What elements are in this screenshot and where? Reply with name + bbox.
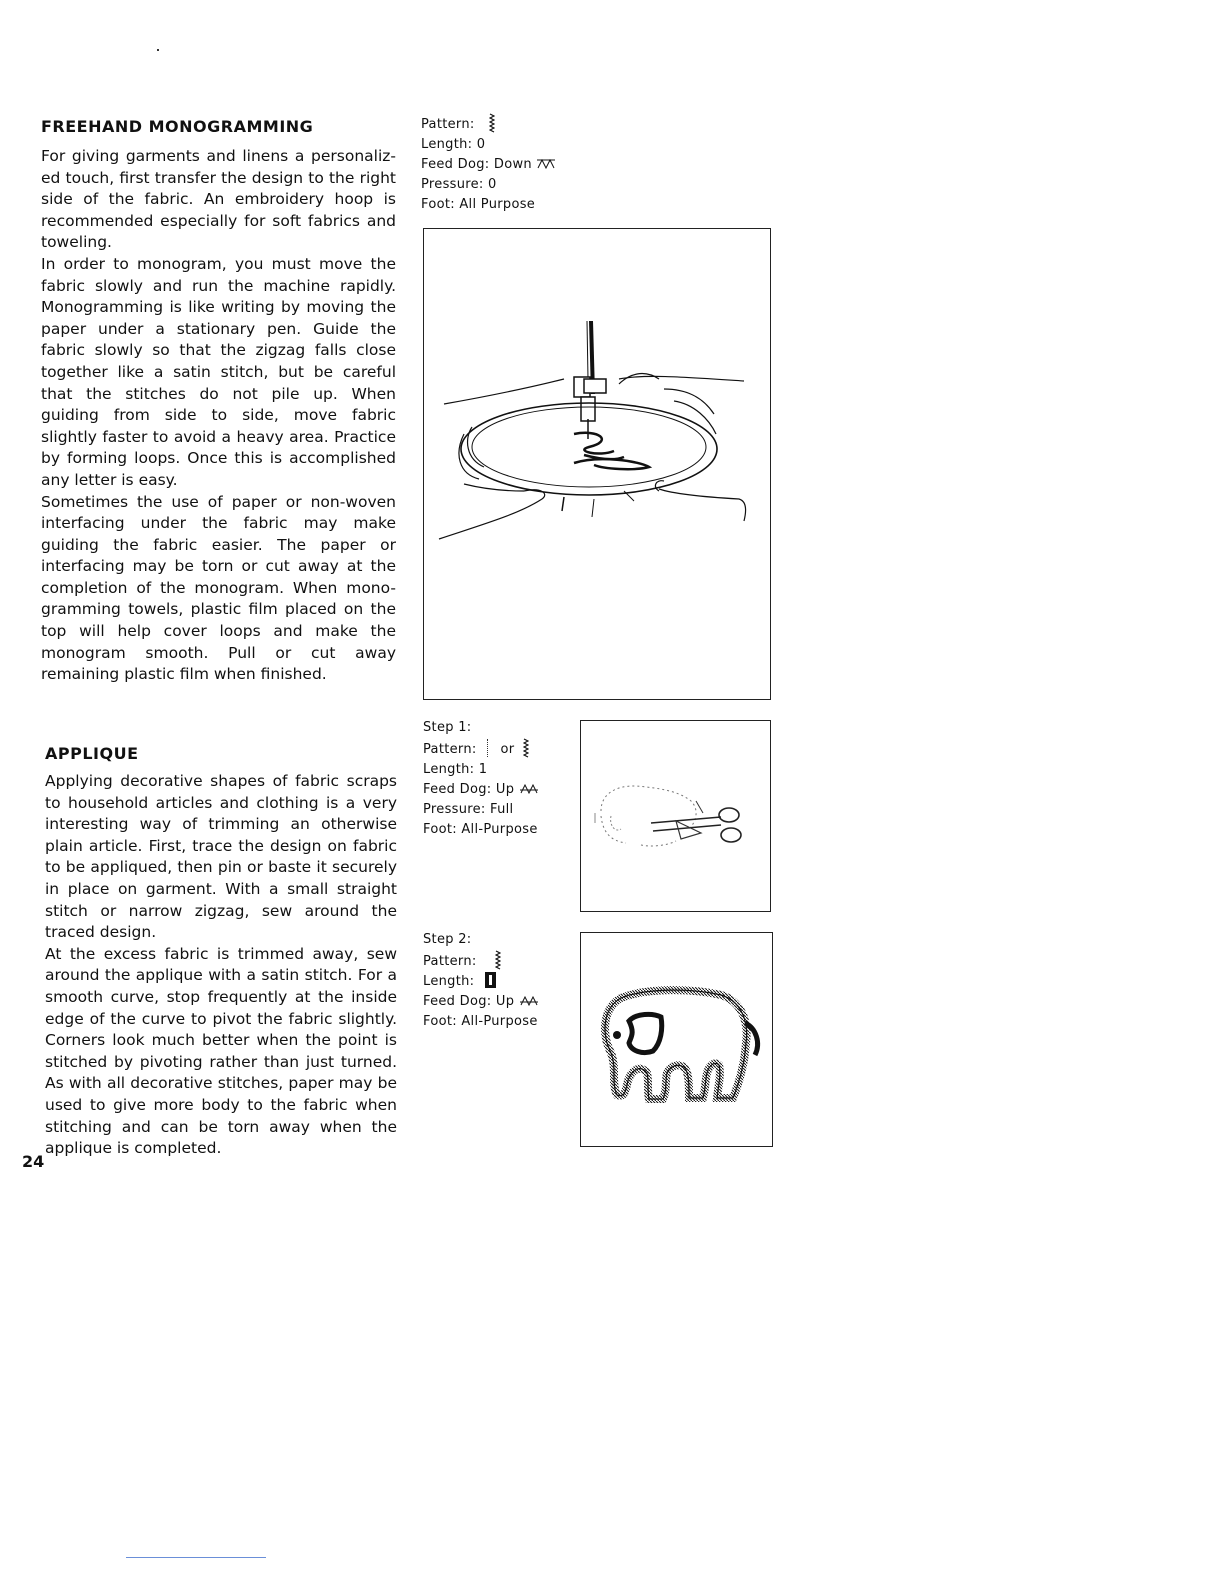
freehand-paragraph-2: In order to monogram, you must move the fabric slowly and run the machine rapidly. Monogramming is like writing by moving the paper under a stationary pen. Guide the fabric slowly so that the zigzag falls close together like a satin stitch, but be careful that the stitches do not pile up. When guiding from side to side, move fabric slightly faster to avoid a heavy area. Practice by forming loops. Once this is accomplished any letter is easy. bbox=[41, 254, 396, 489]
freehand-settings bbox=[421, 113, 556, 215]
freehand-paragraph-1: For giving garments and linens a personaliz-ed touch, first transfer the design to the right side of the fabric. An embroidery hoop is recommended especially for soft fabrics and toweling. bbox=[41, 147, 396, 252]
freehand-body bbox=[41, 146, 396, 686]
straight-stitch-icon bbox=[487, 739, 490, 757]
freehand-title: FREEHAND MONOGRAMMING bbox=[41, 117, 314, 136]
foot-value: All Purpose bbox=[459, 197, 536, 212]
zigzag-stitch-icon bbox=[495, 950, 501, 970]
step1-feed-dog bbox=[423, 780, 539, 800]
feed-dog-label: Feed Dog: bbox=[423, 994, 492, 1009]
feed-dog-up-icon bbox=[519, 784, 539, 794]
feed-dog-up-icon bbox=[519, 996, 539, 1006]
setting-pressure bbox=[421, 175, 556, 195]
length-value: 0 bbox=[476, 137, 486, 152]
step1-label: Step 1: bbox=[423, 720, 472, 735]
applique-paragraph-2: At the excess fabric is trimmed away, sew around the applique with a satin stitch. For a smooth curve, stop frequently at the inside edge of the curve to pivot the fabric slightly. Corners look much better when the point is stitched by pivoting rather than just turned. As with all decorative stitches, paper may be used to give more body to the fabric when stitching and can be torn away when the applique is completed. bbox=[45, 944, 397, 1158]
pattern-label: Pattern: bbox=[421, 117, 475, 132]
speck bbox=[157, 49, 159, 51]
satin-length-icon bbox=[485, 972, 496, 988]
setting-length bbox=[421, 135, 556, 155]
feed-dog-down-icon bbox=[536, 159, 556, 169]
freehand-paragraph-3: Sometimes the use of paper or non-woven interfacing under the fabric may make guiding the fabric easier. The paper or interfacing may be torn or cut away at the completion of the monogram. When mono-gramming towels, plastic film placed on the top will help cover loops and make the monogram smooth. Pull or cut away remaining plastic film when finished. bbox=[41, 492, 396, 684]
foot-value: All-Purpose bbox=[461, 1014, 538, 1029]
zigzag-stitch-icon bbox=[523, 738, 529, 758]
bottom-rule bbox=[126, 1557, 266, 1558]
hoop-illustration-frame bbox=[423, 228, 771, 700]
foot-label: Foot: bbox=[423, 1014, 457, 1029]
step2-length bbox=[423, 972, 539, 992]
setting-pattern bbox=[421, 113, 556, 135]
feed-dog-value: Up bbox=[495, 994, 515, 1009]
feed-dog-label: Feed Dog: bbox=[423, 782, 492, 797]
length-label: Length: bbox=[423, 762, 475, 777]
pattern-label: Pattern: bbox=[423, 742, 477, 757]
step1-illustration-frame bbox=[580, 720, 771, 912]
pressure-label: Pressure: bbox=[421, 177, 484, 192]
applique-title: APPLIQUE bbox=[45, 744, 139, 763]
page-number: 24 bbox=[22, 1152, 45, 1171]
foot-value: All-Purpose bbox=[461, 822, 538, 837]
applique-body bbox=[45, 771, 397, 1160]
length-label: Length: bbox=[423, 974, 475, 989]
or-text: or bbox=[500, 742, 515, 757]
pressure-value: 0 bbox=[488, 177, 497, 192]
step2-settings bbox=[423, 930, 539, 1032]
applique-paragraph-1: Applying decorative shapes of fabric scraps to household articles and clothing is a very interesting way of trimming an otherwise plain article. First, trace the design on fabric to be appliqued, then pin or baste it securely in place on garment. With a small straight stitch or narrow zigzag, sew around the traced design. bbox=[45, 772, 397, 942]
step1-pattern bbox=[423, 738, 539, 760]
step2-label: Step 2: bbox=[423, 932, 472, 947]
foot-label: Foot: bbox=[421, 197, 455, 212]
traced-elephant-scissors-illustration bbox=[581, 721, 769, 910]
step2-foot bbox=[423, 1012, 539, 1032]
step2-pattern bbox=[423, 950, 539, 972]
step1-foot bbox=[423, 820, 539, 840]
step2-illustration-frame bbox=[580, 932, 773, 1147]
feed-dog-value: Up bbox=[495, 782, 515, 797]
step2-feed-dog bbox=[423, 992, 539, 1012]
pressure-value: Full bbox=[490, 802, 514, 817]
setting-feed-dog bbox=[421, 155, 556, 175]
length-label: Length: bbox=[421, 137, 473, 152]
elephant-applique-illustration bbox=[581, 933, 771, 1145]
zigzag-stitch-icon bbox=[489, 113, 495, 133]
feed-dog-label: Feed Dog: bbox=[421, 157, 490, 172]
pressure-label: Pressure: bbox=[423, 802, 486, 817]
embroidery-hoop-illustration bbox=[424, 229, 769, 698]
feed-dog-value: Down bbox=[493, 157, 532, 172]
step1-length bbox=[423, 760, 539, 780]
foot-label: Foot: bbox=[423, 822, 457, 837]
pattern-label: Pattern: bbox=[423, 954, 477, 969]
step1-pressure bbox=[423, 800, 539, 820]
setting-foot bbox=[421, 195, 556, 215]
step1-settings bbox=[423, 718, 539, 840]
length-value: 1 bbox=[478, 762, 488, 777]
